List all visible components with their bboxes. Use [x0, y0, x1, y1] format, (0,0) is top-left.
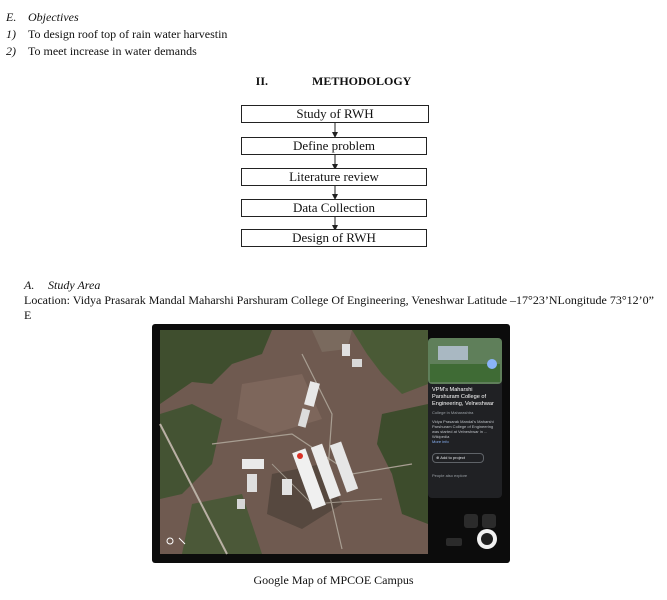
section-number: II.	[255, 74, 268, 88]
figure-caption: Google Map of MPCOE Campus	[253, 573, 414, 587]
subsection-title: Study Area	[48, 278, 101, 292]
section-title: METHODOLOGY	[312, 74, 412, 88]
flow-step-data: Data Collection	[241, 199, 427, 217]
flow-step-design: Design of RWH	[241, 229, 427, 247]
objective-number: 2)	[6, 44, 16, 58]
location-paragraph	[24, 293, 654, 323]
flowchart-arrows	[0, 0, 667, 260]
flow-step-literature: Literature review	[241, 168, 427, 186]
flow-step-define: Define problem	[241, 137, 427, 155]
add-project-icon: ⊕	[436, 455, 441, 460]
add-to-project-button[interactable]	[432, 453, 484, 463]
objective-number: 1)	[6, 27, 16, 41]
objective-text: To meet increase in water demands	[28, 44, 197, 58]
subsection-letter: A.	[24, 278, 35, 292]
objective-text: To design roof top of rain water harvestin	[28, 27, 228, 41]
objectives-title: Objectives	[28, 10, 79, 24]
campus-map-figure	[152, 324, 510, 563]
place-info-panel	[432, 387, 498, 479]
objectives-letter: E.	[6, 10, 17, 24]
place-title: VPM's Maharshi Parshuram College of Engineering, Velneshwar	[432, 387, 494, 407]
location-line-1: Location: Vidya Prasarak Mandal Maharshi Parshuram College Of Engineering, Veneshwar Latitude –17°23’NLongitude 73°12’0”	[24, 293, 654, 307]
place-description: Vidya Prasarak Mandal's Maharshi Parshuram College of Engineering was started at Velneshwar in ... Wikipedia	[432, 419, 494, 439]
flow-step-study: Study of RWH	[241, 105, 429, 123]
add-to-project-label: Add to project	[440, 455, 465, 460]
more-info-link[interactable]: More info	[432, 439, 449, 444]
location-line-2: E	[24, 308, 32, 322]
people-also-explore: People also explore	[432, 473, 468, 478]
place-category: College in Maharashtra	[432, 410, 474, 415]
study-area-heading	[24, 278, 100, 293]
